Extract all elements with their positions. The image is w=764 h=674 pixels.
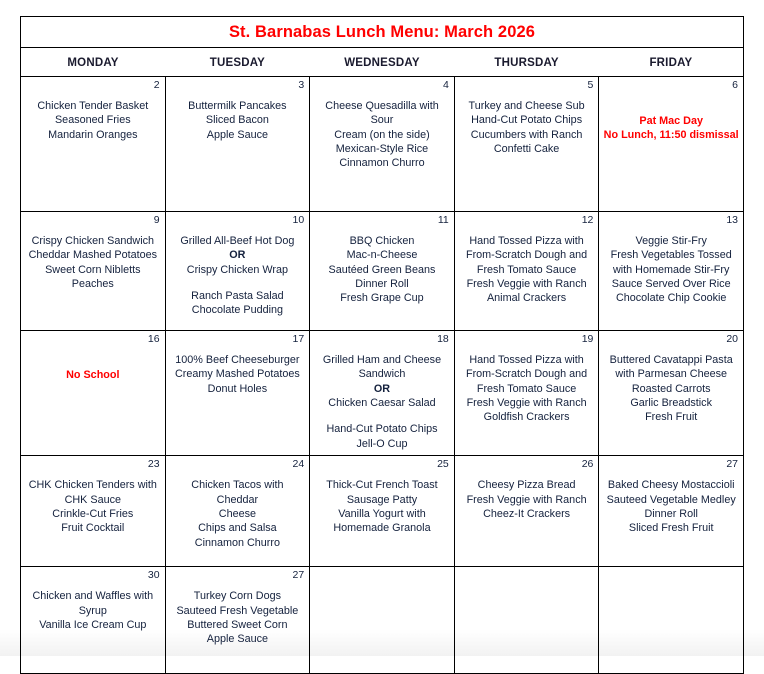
day-number: 24 [292, 458, 305, 471]
calendar-day-cell[interactable] [165, 77, 310, 212]
menu-item-line: Dinner Roll [355, 278, 409, 291]
day-number: 6 [732, 79, 738, 91]
menu-item-line: Mandarin Oranges [48, 128, 138, 141]
menu-item-line: Chicken Caesar Salad [328, 397, 436, 410]
menu-item-line: Vanilla Ice Cream Cup [39, 618, 147, 631]
menu-item-spacer [314, 410, 450, 422]
menu-items [603, 234, 739, 306]
day-number: 19 [581, 333, 594, 345]
menu-item-line: CHK Chicken Tenders with [28, 479, 157, 492]
day-number: 20 [726, 333, 738, 345]
day-number: 26 [581, 458, 594, 471]
calendar-day-cell[interactable] [165, 456, 310, 567]
menu-item-line: Chicken Tender Basket [37, 100, 149, 112]
menu-items [314, 478, 450, 535]
menu-item-line: Fresh Tomato Sauce [476, 263, 577, 276]
menu-items [25, 368, 161, 382]
menu-item-line: Homemade Granola [333, 522, 431, 535]
weekday-label: TUESDAY [209, 57, 266, 69]
menu-item-line: Sliced Bacon [205, 114, 269, 127]
menu-item-line: with Parmesan Cheese [615, 368, 727, 381]
menu-item-line: Cheesy Pizza Bread [477, 479, 576, 492]
menu-item-line: Animal Crackers [486, 292, 567, 305]
menu-items [170, 99, 306, 142]
calendar-day-cell[interactable] [165, 331, 310, 456]
day-number: 12 [581, 214, 594, 226]
menu-items [459, 353, 595, 425]
lunch-menu-calendar [20, 16, 744, 674]
calendar-day-cell[interactable] [165, 212, 310, 331]
menu-item-line: Buttered Sweet Corn [187, 618, 288, 631]
menu-item-line: Buttermilk Pancakes [188, 100, 287, 112]
menu-items [603, 114, 739, 143]
calendar-day-cell[interactable] [454, 331, 599, 456]
menu-item-line: Sauce Served Over Rice [611, 278, 731, 291]
menu-item-line: Cheese Quesadilla with Sour [325, 100, 442, 127]
menu-item-line: Fresh Veggie with Ranch [466, 278, 587, 291]
menu-item-line: Apple Sauce [206, 128, 268, 141]
day-number: 16 [147, 333, 160, 345]
menu-item-line: Creamy Mashed Potatoes [174, 368, 300, 381]
menu-items [314, 99, 450, 171]
calendar-day-cell[interactable] [310, 456, 455, 567]
day-number: 27 [726, 458, 738, 471]
menu-item-line: From-Scratch Dough and [465, 368, 588, 381]
menu-item-line: No Lunch, 11:50 dismissal [603, 129, 739, 142]
day-number: 4 [442, 79, 449, 91]
menu-item-line: OR [229, 249, 246, 262]
menu-item-line: Cucumbers with Ranch [470, 128, 583, 141]
calendar-day-cell[interactable] [310, 331, 455, 456]
calendar-day-cell-empty[interactable] [599, 567, 744, 674]
menu-item-line: Goldfish Crackers [483, 411, 570, 424]
calendar-day-cell[interactable] [310, 212, 455, 331]
weekday-label: WEDNESDAY [344, 57, 420, 69]
menu-items [603, 478, 739, 535]
calendar-week-row [21, 331, 744, 456]
day-number: 17 [292, 333, 305, 345]
menu-item-line: Cream (on the side) [334, 128, 430, 141]
menu-items [459, 478, 595, 521]
calendar-day-cell[interactable] [165, 567, 310, 674]
menu-item-line: Buttered Cavatappi Pasta [609, 354, 733, 366]
weekday-label: FRIDAY [649, 57, 693, 69]
menu-items [170, 478, 306, 550]
menu-item-line: Sliced Fresh Fruit [628, 522, 714, 535]
menu-items [170, 234, 306, 318]
menu-item-line: Ranch Pasta Salad [191, 290, 284, 303]
day-number: 25 [437, 458, 449, 471]
menu-item-line: Sauteed Vegetable Medley [606, 493, 736, 506]
calendar-week-row [21, 567, 744, 674]
menu-item-line: Chicken and Waffles with [32, 590, 154, 603]
menu-item-line: Chips and Salsa [198, 522, 277, 535]
calendar-day-cell[interactable] [454, 212, 599, 331]
weekday-label: MONDAY [67, 57, 119, 69]
calendar-day-cell[interactable] [310, 77, 455, 212]
day-number: 23 [147, 458, 160, 471]
menu-item-line: Pat Mac Day [639, 115, 703, 127]
menu-item-line: Grilled All-Beef Hot Dog [180, 235, 295, 247]
menu-item-line: Sweet Corn Nibletts [45, 263, 141, 276]
menu-item-line: Jell-O Cup [356, 437, 408, 450]
menu-item-line: OR [373, 382, 391, 395]
menu-item-line: Apple Sauce [206, 633, 268, 646]
menu-items [603, 353, 739, 425]
weekday-header-cell [310, 48, 455, 77]
menu-item-line: Chocolate Chip Cookie [615, 292, 727, 305]
day-number: 3 [298, 79, 305, 91]
day-number: 5 [587, 79, 594, 91]
menu-item-line: Sandwich [358, 368, 406, 381]
menu-item-line: Chocolate Pudding [191, 304, 284, 317]
calendar-week-row [21, 77, 744, 212]
menu-item-line: Chicken Tacos with Cheddar [191, 479, 287, 506]
menu-item-line: Crispy Chicken Sandwich [31, 235, 154, 247]
day-number: 11 [437, 214, 449, 226]
calendar-day-cell-empty[interactable] [310, 567, 455, 674]
menu-item-line: Roasted Carrots [631, 382, 711, 395]
menu-item-line: Thick-Cut French Toast [326, 479, 438, 492]
menu-item-line: 100% Beef Cheeseburger [175, 354, 300, 366]
calendar-day-cell[interactable] [21, 77, 166, 212]
menu-item-line: Sautéed Green Beans [328, 263, 436, 276]
menu-item-line: Cinnamon Churro [194, 536, 280, 549]
calendar-day-cell[interactable] [599, 212, 744, 331]
calendar-title-cell [21, 17, 744, 48]
menu-item-line: Hand-Cut Potato Chips [471, 114, 583, 127]
calendar-day-cell[interactable] [454, 456, 599, 567]
menu-items [314, 353, 450, 451]
menu-item-line: Dinner Roll [644, 507, 698, 520]
menu-item-line: Fresh Fruit [645, 411, 698, 424]
menu-items [25, 99, 161, 142]
menu-items [25, 478, 161, 535]
day-number [459, 569, 595, 582]
menu-item-line: From-Scratch Dough and [465, 249, 588, 262]
calendar-week-row [21, 456, 744, 567]
menu-item-line: Peaches [71, 278, 114, 291]
menu-items [459, 99, 595, 156]
menu-item-line: Turkey and Cheese Sub [468, 100, 585, 112]
menu-item-line: Fresh Vegetables Tossed [610, 249, 732, 262]
menu-item-line: Fresh Grape Cup [340, 292, 424, 305]
calendar-title-row [21, 17, 744, 48]
page-title: St. Barnabas Lunch Menu: March 2026 [228, 22, 536, 41]
menu-items [25, 589, 161, 632]
calendar-day-cell[interactable] [599, 456, 744, 567]
calendar-day-cell[interactable] [454, 77, 599, 212]
calendar-day-cell[interactable] [599, 77, 744, 212]
calendar-day-cell[interactable] [21, 212, 166, 331]
day-number: 27 [292, 569, 305, 582]
menu-item-line: Seasoned Fries [54, 114, 131, 127]
day-number: 10 [292, 214, 305, 226]
menu-item-line: CHK Sauce [64, 493, 121, 506]
menu-item-line: Grilled Ham and Cheese [322, 354, 442, 366]
calendar-week-row [21, 212, 744, 331]
weekday-header-cell [454, 48, 599, 77]
menu-items [170, 589, 306, 646]
menu-items [459, 234, 595, 306]
weekday-header-row [21, 48, 744, 77]
day-number: 13 [726, 214, 738, 226]
menu-item-line: Fresh Veggie with Ranch [466, 397, 587, 410]
calendar-day-cell[interactable] [21, 331, 166, 456]
menu-items [314, 234, 450, 306]
day-number [314, 569, 450, 582]
menu-item-line: No School [66, 369, 120, 381]
menu-item-line: Fresh Tomato Sauce [476, 382, 577, 395]
menu-item-line: Mac-n-Cheese [346, 249, 418, 262]
day-number: 9 [153, 214, 160, 226]
menu-item-line: BBQ Chicken [349, 235, 415, 247]
day-number: 30 [147, 569, 160, 582]
weekday-header-cell [21, 48, 166, 77]
menu-item-line: Baked Cheesy Mostaccioli [607, 479, 735, 492]
menu-item-line: Mexican-Style Rice [335, 143, 429, 156]
menu-item-line: Sauteed Fresh Vegetable [176, 604, 299, 617]
menu-item-line: Hand-Cut Potato Chips [326, 423, 438, 436]
menu-item-line: Hand Tossed Pizza with [469, 354, 584, 366]
weekday-label: THURSDAY [494, 57, 559, 69]
menu-item-line: Crinkle-Cut Fries [52, 507, 134, 520]
menu-item-line: Garlic Breadstick [630, 397, 712, 410]
menu-item-line: with Homemade Stir-Fry [612, 263, 730, 276]
menu-item-line: Cheese [218, 507, 256, 520]
menu-item-line: Hand Tossed Pizza with [469, 235, 584, 247]
menu-items [170, 353, 306, 396]
calendar-day-cell[interactable] [21, 456, 166, 567]
menu-item-line: Syrup [78, 604, 107, 617]
menu-item-line: Cheez-It Crackers [483, 507, 571, 520]
menu-item-line: Veggie Stir-Fry [635, 235, 707, 247]
menu-item-line: Turkey Corn Dogs [193, 590, 281, 603]
menu-item-line: Crispy Chicken Wrap [186, 263, 288, 276]
menu-item-line: Cinnamon Churro [339, 157, 425, 170]
menu-item-line: Confetti Cake [493, 143, 560, 156]
menu-items [25, 234, 161, 291]
menu-item-line: Fruit Cocktail [61, 522, 125, 535]
menu-item-line: Vanilla Yogurt with [338, 507, 426, 520]
calendar-day-cell[interactable] [21, 567, 166, 674]
calendar-table [20, 16, 744, 674]
calendar-day-cell-empty[interactable] [454, 567, 599, 674]
menu-item-line: Fresh Veggie with Ranch [466, 493, 587, 506]
menu-item-line: Sausage Patty [346, 493, 418, 506]
menu-item-line: Cheddar Mashed Potatoes [28, 249, 158, 262]
day-number [603, 569, 739, 582]
calendar-day-cell[interactable] [599, 331, 744, 456]
weekday-header-cell [165, 48, 310, 77]
weekday-header-cell [599, 48, 744, 77]
menu-item-spacer [170, 277, 306, 289]
day-number: 2 [153, 79, 160, 91]
menu-item-line: Donut Holes [207, 382, 268, 395]
day-number: 18 [437, 333, 449, 345]
